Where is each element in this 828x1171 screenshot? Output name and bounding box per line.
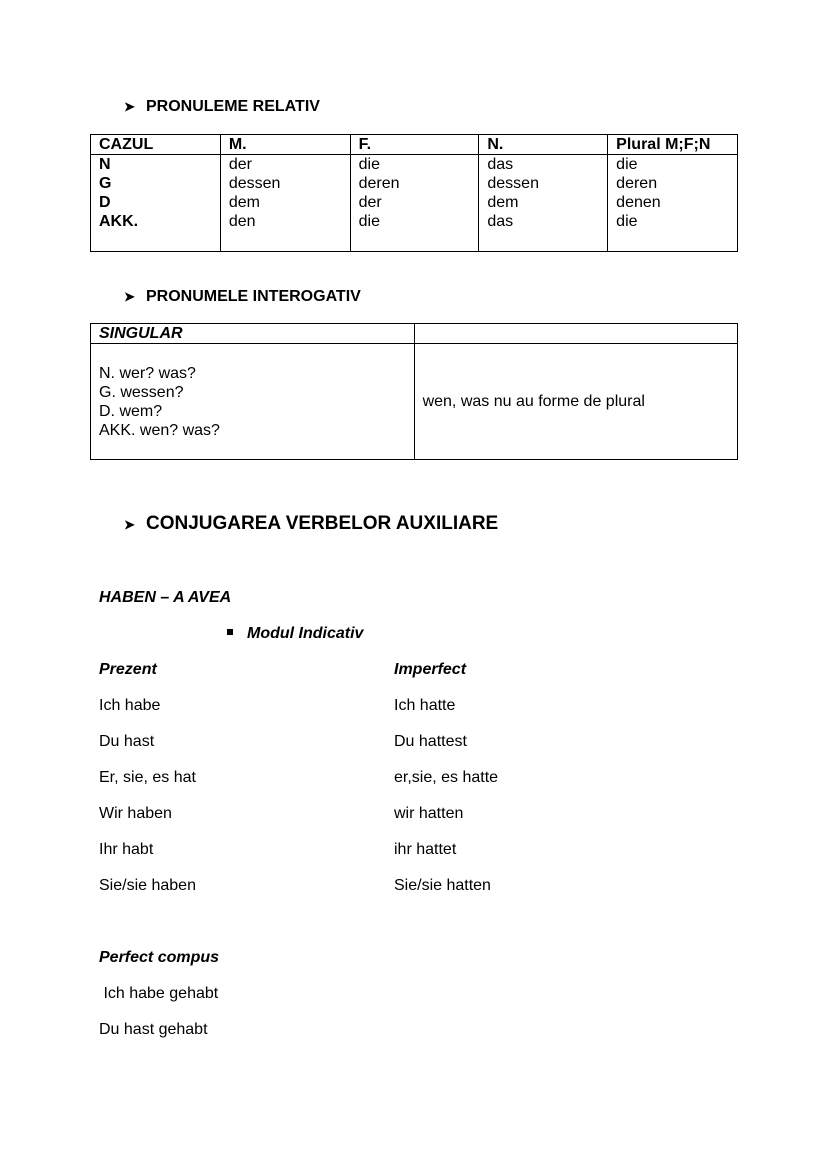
prezent-form: Er, sie, es hat xyxy=(99,769,196,786)
masculine-column: der dessen dem den xyxy=(220,155,350,252)
header-feminine: F. xyxy=(350,135,479,155)
prezent-form: Ich habe xyxy=(99,697,161,714)
table-header-row xyxy=(91,135,738,155)
mood-label: Modul Indicativ xyxy=(227,625,363,643)
header-masculine: M. xyxy=(220,135,350,155)
arrow-bullet-icon: ➤ xyxy=(124,99,135,114)
relative-pronoun-table xyxy=(90,134,738,252)
table-header-row xyxy=(91,324,738,344)
interrogative-heading: ➤ PRONUMELE INTEROGATIV xyxy=(124,288,361,305)
prezent-form: Ihr habt xyxy=(99,841,154,858)
prezent-form: Sie/sie haben xyxy=(99,877,196,894)
perfect-form: Ich habe gehabt xyxy=(99,985,219,1002)
feminine-column: die deren der die xyxy=(350,155,479,252)
imperfect-form: wir hatten xyxy=(394,805,464,822)
header-empty xyxy=(414,324,737,344)
singular-forms: N. wer? was? G. wessen? D. wem? AKK. wen? was? xyxy=(91,344,415,460)
table-row xyxy=(91,344,738,460)
perfect-label: Perfect compus xyxy=(99,949,220,966)
header-singular: SINGULAR xyxy=(91,324,415,344)
plural-column: die deren denen die xyxy=(608,155,738,252)
header-cazul: CAZUL xyxy=(91,135,221,155)
imperfect-label: Imperfect xyxy=(394,661,467,678)
neuter-column: das dessen dem das xyxy=(479,155,608,252)
prezent-form: Du hast xyxy=(99,733,155,750)
relative-heading: ➤ PRONULEME RELATIV xyxy=(124,98,320,115)
header-neuter: N. xyxy=(479,135,608,155)
verb-title: HABEN – A AVEA xyxy=(99,589,232,606)
arrow-bullet-icon: ➤ xyxy=(124,517,135,532)
square-bullet-icon xyxy=(227,629,233,635)
imperfect-form: Ich hatte xyxy=(394,697,456,714)
prezent-label: Prezent xyxy=(99,661,157,678)
conjugation-heading: ➤ CONJUGAREA VERBELOR AUXILIARE xyxy=(124,513,499,534)
imperfect-form: Du hattest xyxy=(394,733,467,750)
arrow-bullet-icon: ➤ xyxy=(124,289,135,304)
perfect-form: Du hast gehabt xyxy=(99,1021,208,1038)
plural-note: wen, was nu au forme de plural xyxy=(414,344,737,460)
table-row xyxy=(91,155,738,252)
imperfect-form: Sie/sie hatten xyxy=(394,877,491,894)
header-plural: Plural M;F;N xyxy=(608,135,738,155)
imperfect-form: ihr hattet xyxy=(394,841,457,858)
imperfect-form: er,sie, es hatte xyxy=(394,769,499,786)
prezent-form: Wir haben xyxy=(99,805,172,822)
case-column: N G D AKK. xyxy=(91,155,221,252)
interrogative-pronoun-table xyxy=(90,323,738,460)
